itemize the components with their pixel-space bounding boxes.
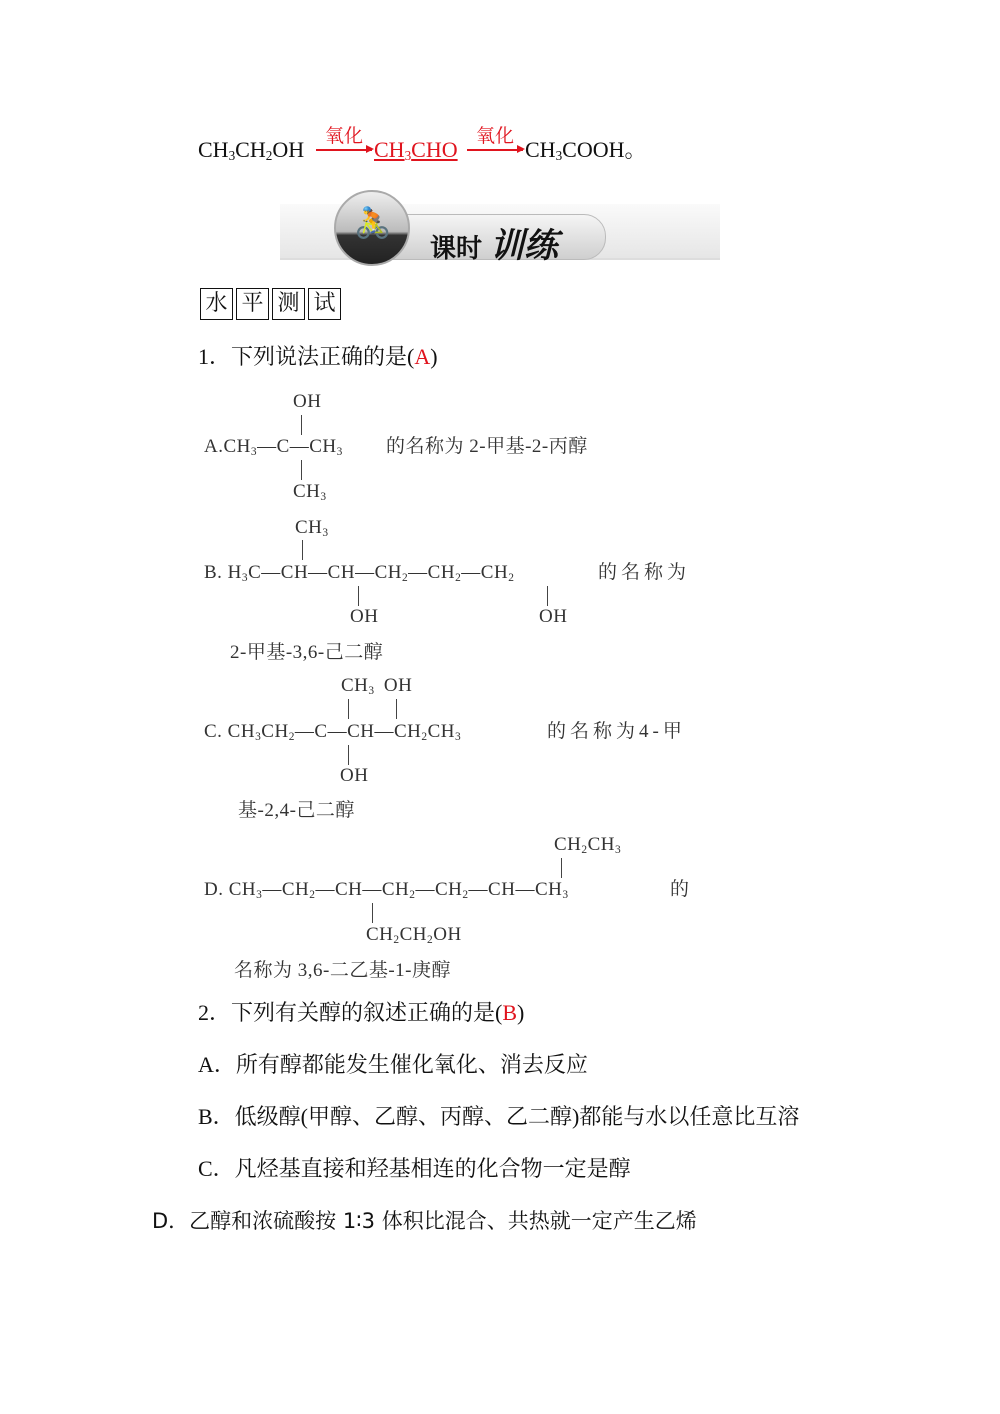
answer: A: [414, 344, 431, 369]
option-d-formula: D. $CH_3—CH_2—CH—CH_2—CH_2—CH—CH_3$: [204, 879, 569, 901]
option-c-bottom-oh: OH: [340, 765, 369, 786]
option-b-top-group: $CH_3$: [295, 517, 329, 539]
option-d-top-group: $CH_2CH_3$: [554, 834, 622, 856]
question-2-option-d: D．乙醇和浓硫酸按 1∶3 体积比混合、共热就一定产生乙烯: [152, 1209, 697, 1233]
equation-answer-intermediate: $CH_3CHO$: [374, 137, 458, 163]
section-banner: [280, 188, 720, 264]
option-a-name: 的名称为 2-甲基-2-丙醇: [386, 436, 588, 457]
stem-close: ): [430, 344, 438, 369]
question-1-stem: [198, 344, 438, 370]
heading-char: 试: [308, 288, 341, 320]
option-a-top-group: OH: [293, 391, 322, 412]
question-2-option-c: C．凡烃基直接和羟基相连的化合物一定是醇: [198, 1156, 631, 1181]
heading-char: 测: [272, 288, 305, 320]
question-2-option-a: A．所有醇都能发生催化氧化、消去反应: [198, 1052, 588, 1077]
option-b-oh-2: OH: [539, 606, 568, 627]
oxidation-arrow-2: [467, 127, 523, 151]
arrow-label: 氧化: [475, 126, 514, 147]
option-c-top-groups: $CH_3$ OH: [341, 675, 413, 697]
banner-title-a: 课时: [430, 234, 483, 264]
option-a-formula: $A.CH_3—C—CH_3$: [204, 436, 343, 458]
section-heading-boxes: [200, 288, 341, 320]
option-a-bottom-group: $CH_3$: [293, 481, 327, 503]
equation-product: $CH_3COOH$。: [525, 137, 647, 163]
option-c-name-cont: 基-2,4-己二醇: [238, 800, 355, 821]
option-d-name-cont: 名称为 3,6-二乙基-1-庚醇: [234, 960, 451, 981]
option-d-bottom-group: $CH_2CH_2OH$: [366, 924, 462, 946]
heading-char: 平: [236, 288, 269, 320]
option-b-name: 的名称为: [598, 562, 691, 583]
arrow-label: 氧化: [324, 126, 363, 147]
option-b-oh-1: OH: [350, 606, 379, 627]
question-2-stem: [198, 1000, 524, 1026]
answer: B: [502, 1000, 518, 1025]
banner-title-b: 训练: [490, 226, 559, 266]
question-2-option-b: B．低级醇(甲醇、乙醇、丙醇、乙二醇)都能与水以任意比互溶: [198, 1104, 800, 1129]
option-c-formula: C. $CH_3CH_2—C—CH—CH_2CH_3$: [204, 721, 462, 743]
option-d-name: 的: [670, 879, 690, 900]
option-b-formula: B. $H_3C—CH—CH—CH_2—CH_2—CH_2$: [204, 562, 515, 584]
stem-close: ): [517, 1000, 525, 1025]
heading-char: 水: [200, 288, 233, 320]
equation-reactant: $CH_3CH_2OH$: [198, 137, 305, 163]
option-b-name-cont: 2-甲基-3,6-己二醇: [230, 642, 384, 663]
cyclist-icon: 🚴: [334, 190, 410, 266]
stem-text: 1．下列说法正确的是(: [198, 344, 415, 369]
stem-text: 2．下列有关醇的叙述正确的是(: [198, 1000, 503, 1025]
oxidation-arrow-1: [316, 127, 372, 151]
option-c-name: 的名称为4-甲: [547, 721, 686, 742]
